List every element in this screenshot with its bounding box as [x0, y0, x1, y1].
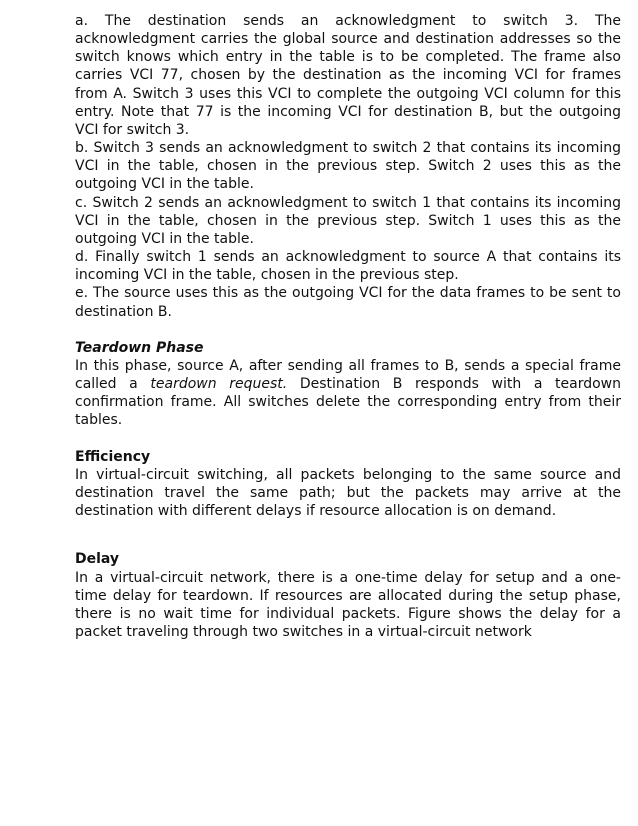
- step-d-paragraph: d. Finally switch 1 sends an acknowledgment to source A that contains its incoming VCI in the table, chosen in the previous step.: [75, 249, 621, 284]
- efficiency-heading: Efficiency: [75, 448, 151, 465]
- document-page: [75, 12, 621, 641]
- step-c-paragraph: c. Switch 2 sends an acknowledgment to switch 1 that contains its incoming VCI in the table, chosen in the previous step. Switch 1 uses this as the outgoing VCI in the table.: [75, 194, 621, 247]
- teardown-heading: Teardown Phase: [75, 339, 204, 356]
- delay-paragraph: In a virtual-circuit network, there is a one-time delay for setup and a one-time delay for teardown. If resources are allocated during the setup phase, there is no wait time for individual packets. Figure shows the delay for a packet traveling through two switches in a virtual-circuit network: [75, 569, 621, 640]
- step-a-paragraph: a. The destination sends an acknowledgment to switch 3. The acknowledgment carries the global source and destination addresses so the switch knows which entry in the table is to be completed. The frame also carries VCI 77, chosen by the destination as the incoming VCI for frames from A. Switch 3 uses this VCI to complete the outgoing VCI column for this entry. Note that 77 is the incoming VCI for destination B, but the outgoing VCI for switch 3.: [75, 13, 621, 138]
- efficiency-paragraph: In virtual-circuit switching, all packets belonging to the same source and destination travel the same path; but the packets may arrive at the destination with different delays if resource allocation is on demand.: [75, 466, 621, 520]
- teardown-paragraph: [75, 357, 621, 430]
- teardown-text-before: In this phase, source A, after sending all frames to B, sends a special frame called a: [75, 357, 621, 393]
- spacer: [75, 430, 621, 448]
- teardown-text-after: Destination B responds with a teardown confirmation frame. All switches delete the corresponding entry from their tables.: [75, 376, 621, 429]
- step-e-paragraph: e. The source uses this as the outgoing VCI for the data frames to be sent to destination B.: [75, 285, 621, 320]
- step-b-paragraph: b. Switch 3 sends an acknowledgment to switch 2 that contains its incoming VCI in the table, chosen in the previous step. Switch 2 uses this as the outgoing VCI in the table.: [75, 140, 621, 193]
- teardown-request-term: teardown request.: [150, 376, 288, 393]
- spacer: [75, 520, 621, 550]
- spacer: [75, 321, 621, 339]
- delay-heading: Delay: [75, 551, 120, 568]
